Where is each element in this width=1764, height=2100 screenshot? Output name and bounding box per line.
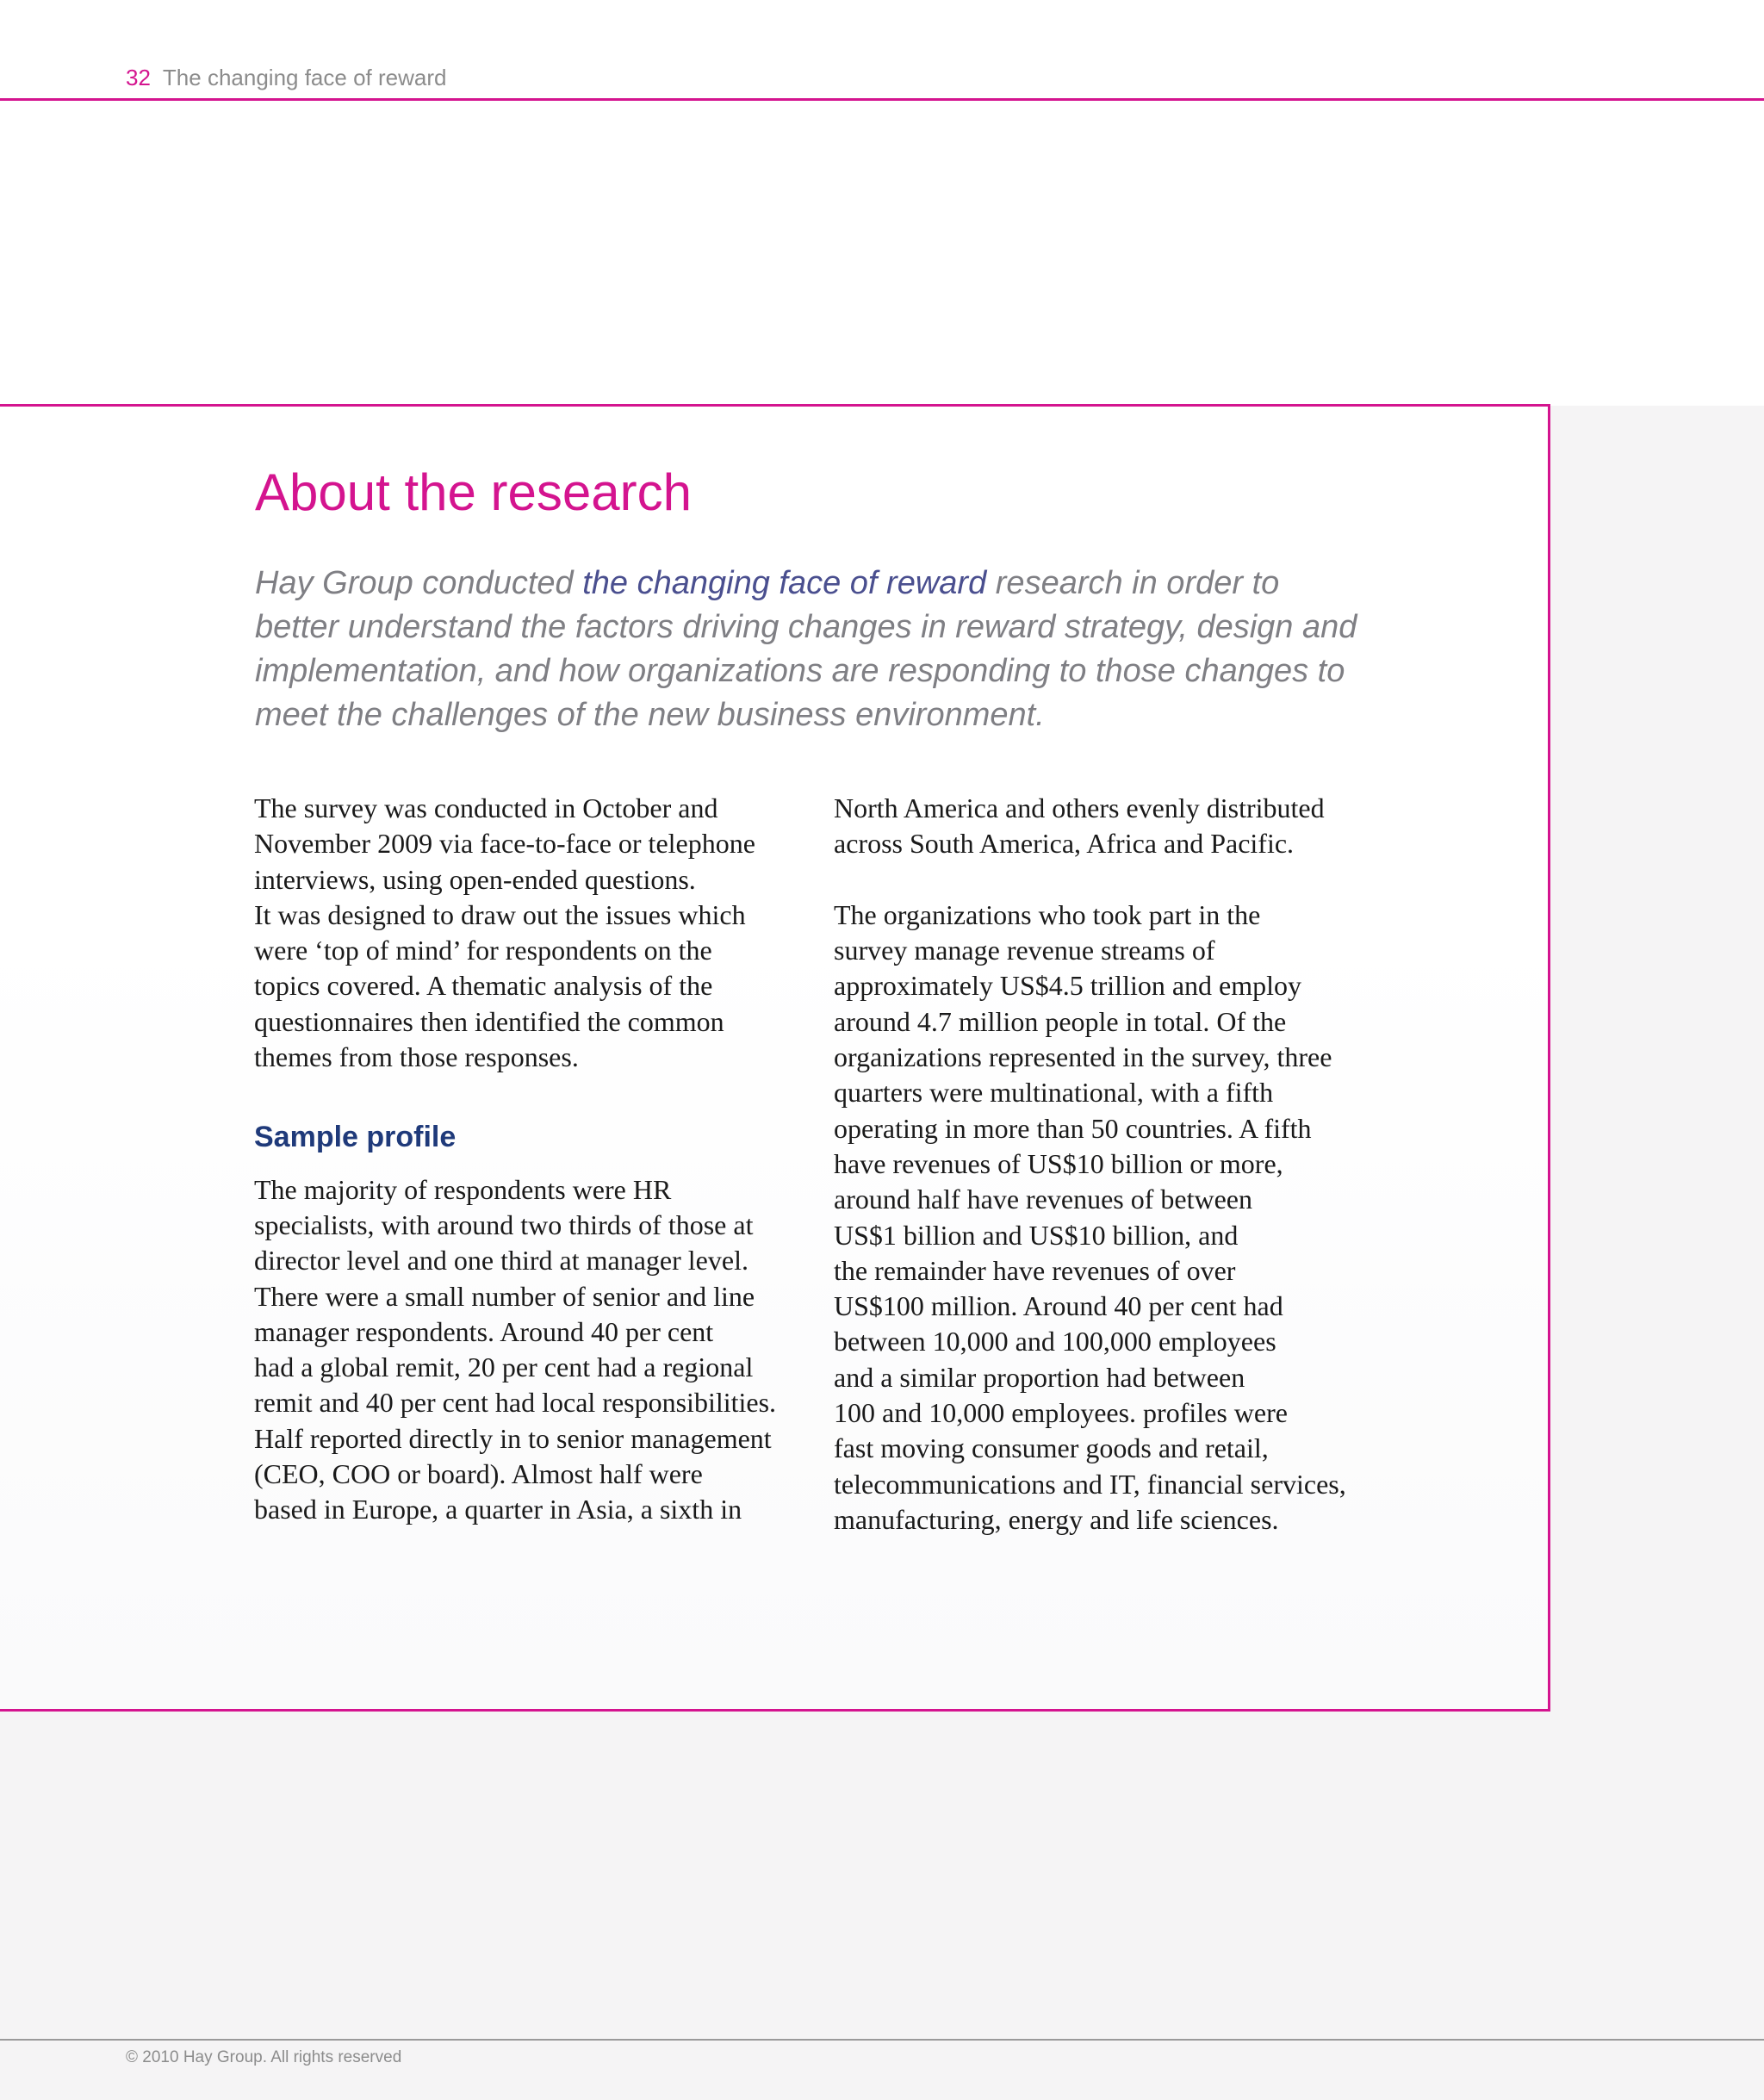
text-line: North America and others evenly distributed bbox=[834, 792, 1325, 823]
footer-rule bbox=[0, 2039, 1764, 2041]
header-rule bbox=[0, 98, 1764, 101]
text-line: manufacturing, energy and life sciences. bbox=[834, 1503, 1279, 1535]
text-line: (CEO, COO or board). Almost half were bbox=[254, 1458, 703, 1490]
text-line: around half have revenues of between bbox=[834, 1184, 1252, 1215]
intro-line: meet the challenges of the new business environment. bbox=[255, 697, 1045, 733]
survey-method-paragraph bbox=[254, 791, 814, 1075]
right-column bbox=[834, 791, 1437, 1538]
text-line: themes from those responses. bbox=[254, 1041, 579, 1073]
text-line: specialists, with around two thirds of those at bbox=[254, 1208, 754, 1240]
text-line: have revenues of US$10 billion or more, bbox=[834, 1147, 1283, 1179]
text-line: The survey was conducted in October and bbox=[254, 792, 718, 823]
intro-line: implementation, and how organizations are responding to those changes to bbox=[255, 653, 1345, 689]
text-line: fast moving consumer goods and retail, bbox=[834, 1432, 1269, 1464]
text-line: based in Europe, a quarter in Asia, a sixth in bbox=[254, 1494, 742, 1525]
text-line: US$100 million. Around 40 per cent had bbox=[834, 1290, 1283, 1322]
text-line: the remainder have revenues of over bbox=[834, 1254, 1236, 1286]
regions-paragraph bbox=[834, 791, 1437, 862]
text-line: interviews, using open-ended questions. bbox=[254, 863, 696, 895]
page-number: 32 bbox=[126, 65, 151, 90]
intro-paragraph bbox=[255, 562, 1375, 737]
text-line: questionnaires then identified the common bbox=[254, 1005, 724, 1037]
text-line: quarters were multinational, with a fifth bbox=[834, 1077, 1274, 1109]
text-line: US$1 billion and US$10 billion, and bbox=[834, 1219, 1239, 1251]
text-line: remit and 40 per cent had local responsibilities. bbox=[254, 1387, 777, 1419]
text-line: The organizations who took part in the bbox=[834, 898, 1261, 930]
text-line: telecommunications and IT, financial services, bbox=[834, 1468, 1346, 1500]
text-line: were ‘top of mind’ for respondents on the bbox=[254, 935, 712, 966]
text-line: manager respondents. Around 40 per cent bbox=[254, 1315, 714, 1347]
text-line: November 2009 via face-to-face or telephone bbox=[254, 828, 755, 860]
left-column bbox=[254, 791, 814, 1528]
text-line: The majority of respondents were HR bbox=[254, 1173, 672, 1205]
intro-line: research in order to bbox=[986, 565, 1280, 601]
organizations-paragraph bbox=[834, 898, 1437, 1538]
sample-profile-paragraph bbox=[254, 1172, 814, 1528]
intro-line: better understand the factors driving changes in reward strategy, design and bbox=[255, 609, 1357, 645]
text-line: had a global remit, 20 per cent had a regional bbox=[254, 1351, 754, 1383]
text-line: survey manage revenue streams of bbox=[834, 935, 1215, 966]
text-line: around 4.7 million people in total. Of the bbox=[834, 1005, 1287, 1037]
text-line: topics covered. A thematic analysis of the bbox=[254, 970, 713, 1002]
text-line: and a similar proportion had between bbox=[834, 1361, 1245, 1393]
running-header bbox=[126, 62, 446, 93]
page-title: About the research bbox=[255, 463, 692, 521]
text-line: There were a small number of senior and line bbox=[254, 1280, 755, 1312]
right-background-band bbox=[1550, 406, 1764, 1710]
text-line: operating in more than 50 countries. A fifth bbox=[834, 1112, 1312, 1144]
text-line: organizations represented in the survey, three bbox=[834, 1041, 1332, 1073]
sample-profile-heading: Sample profile bbox=[254, 1120, 457, 1153]
copyright-footer: © 2010 Hay Group. All rights reserved bbox=[126, 2048, 402, 2066]
text-line: between 10,000 and 100,000 employees bbox=[834, 1326, 1276, 1358]
text-line: It was designed to draw out the issues which bbox=[254, 898, 746, 930]
text-line: Half reported directly in to senior management bbox=[254, 1422, 772, 1454]
running-title: The changing face of reward bbox=[162, 65, 447, 90]
text-line: approximately US$4.5 trillion and employ bbox=[834, 970, 1302, 1002]
bottom-background-band bbox=[0, 1708, 1764, 2100]
text-line: across South America, Africa and Pacific. bbox=[834, 828, 1295, 860]
intro-text-start: Hay Group conducted bbox=[255, 565, 583, 601]
text-line: 100 and 10,000 employees. profiles were bbox=[834, 1397, 1288, 1429]
intro-highlight: the changing face of reward bbox=[582, 565, 987, 601]
text-line: director level and one third at manager level. bbox=[254, 1245, 748, 1277]
